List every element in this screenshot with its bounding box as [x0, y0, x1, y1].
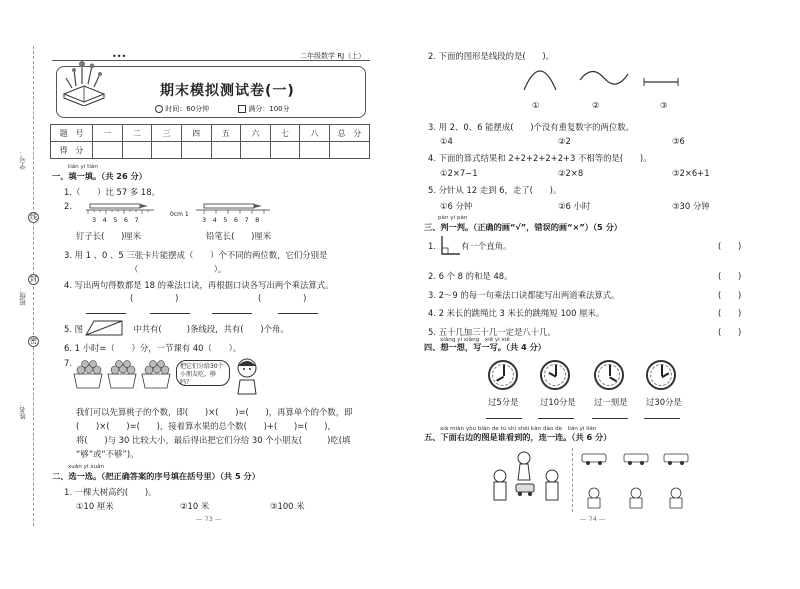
answer-line[interactable] — [592, 418, 628, 419]
judge-item-3: 3. 2～9 的每一句乘法口诀都能写出两道乘法算式。 — [428, 290, 620, 300]
q2-4: 4. 下面的算式结果和 2+2+2+2+2+3 不相等的是( )。 — [428, 153, 652, 163]
q2-2: 2. 下面的图形是线段的是( )。 — [428, 51, 555, 61]
q1-4-blank-2[interactable]: ( ) — [258, 293, 307, 303]
clock-3-icon — [594, 360, 624, 390]
right-angle-figure-icon — [440, 234, 462, 256]
exam-title: 期末模拟测试卷(一) — [160, 83, 295, 99]
q2-5-option-3[interactable]: ③30 分钟 — [672, 201, 710, 211]
section2-title: 二、选一选。（把正确答案的序号填在括号里）（共 5 分） — [52, 471, 260, 481]
children-and-car-scene-icon — [488, 448, 564, 508]
section5-pinyin: xià miàn yòu biān de tú shì shéi kàn dào de lián yi lián — [440, 426, 597, 432]
score-input[interactable] — [241, 142, 271, 159]
judge-answer-4[interactable]: ( ) — [718, 308, 742, 318]
child-views-icon — [580, 486, 690, 510]
seal-line-mark: 线 — [30, 213, 37, 221]
trapezoid-figure-icon — [84, 319, 124, 337]
score-table-header-row — [51, 125, 370, 142]
student-number-label: 学号： — [19, 150, 27, 170]
score-cell: 八 — [300, 125, 330, 142]
q1-4: 4. 写出两句得数都是 18 的乘法口诀，再根据口诀各写出两个乘法算式。 — [64, 280, 334, 290]
judge-item-1: 1. 有一个直角。 — [428, 241, 512, 251]
q2-2-option-1[interactable]: ① — [532, 100, 540, 110]
section3-pinyin: pàn yi pàn — [438, 215, 468, 221]
score-cell: 五 — [211, 125, 241, 142]
q2-5-option-1[interactable]: ①6 分钟 — [440, 201, 473, 211]
clock-4-icon — [646, 360, 676, 390]
q2-5: 5. 分针从 12 走到 6，走了( )。 — [428, 185, 562, 195]
answer-line[interactable] — [278, 313, 318, 314]
q1-7-para1: 我们可以先算桃子的个数，即( )×( )=( )，再算单个的个数，即 — [76, 407, 353, 417]
answer-line[interactable] — [86, 313, 126, 314]
q2-1-option-1[interactable]: ①10 厘米 — [76, 501, 114, 511]
q1-7-number: 7. — [64, 358, 72, 368]
score-cell: 三 — [152, 125, 182, 142]
time-text: 时间：60分钟 — [165, 105, 210, 113]
q2-3-option-1[interactable]: ①4 — [440, 136, 453, 146]
score-table-score-row — [51, 142, 370, 159]
judge-item-5: 5. 五十几加三十几一定是八十几。 — [428, 327, 556, 337]
score-label — [238, 104, 290, 114]
section4-title: 四、想一想，写一写。（共 4 分） — [424, 342, 546, 352]
score-input[interactable] — [330, 142, 370, 159]
name-label: 姓名： — [19, 400, 27, 420]
pencil-length-label: 铅笔长( )厘米 — [206, 231, 272, 241]
answer-line[interactable] — [644, 418, 680, 419]
q2-4-option-2[interactable]: ②2×8 — [558, 168, 584, 178]
score-cell: 总 分 — [330, 125, 370, 142]
seal-seal-mark: 封 — [30, 275, 37, 283]
judge-item-2: 2. 6 个 8 的和是 48。 — [428, 271, 513, 281]
clock-1-icon — [488, 360, 518, 390]
score-cell: 四 — [181, 125, 211, 142]
score-cell: 七 — [270, 125, 300, 142]
section2-pinyin: xuǎn yi xuǎn — [68, 464, 105, 470]
score-text: 满分：100分 — [248, 105, 290, 113]
answer-line[interactable] — [150, 313, 190, 314]
section5-title: 五、下面右边的图是谁看到的，连一连。（共 6 分） — [424, 432, 612, 442]
judge-item-4: 4. 2 米长的跳绳比 3 米长的跳绳短 100 厘米。 — [428, 308, 605, 318]
clock-3-label: 过一刻是 — [594, 397, 628, 407]
score-cell: 一 — [93, 125, 123, 142]
clock-2-label: 过10分是 — [540, 397, 576, 407]
q1-5: 5. 图 中共有( )条线段，共有( )个角。 — [64, 324, 289, 334]
book-illustration-icon — [58, 56, 110, 106]
clock-icon — [155, 105, 163, 113]
answer-line[interactable] — [212, 313, 252, 314]
judge-answer-5[interactable]: ( ) — [718, 327, 742, 337]
score-input[interactable] — [211, 142, 241, 159]
q1-7-para2: ( )×( )=( )，接着算水果的总个数( )+( )=( )， — [76, 421, 336, 431]
grade-label: 二年级数学 RJ（上） — [300, 52, 366, 60]
q1-7-para3: 将( )与 30 比较大小，最后得出把它们分给 30 个小朋友( )吃(填 — [76, 435, 351, 445]
divider — [572, 448, 573, 512]
q1-4-blank-1[interactable]: ( ) — [130, 293, 179, 303]
ruler2-prefix: 0cm 1 — [170, 211, 189, 218]
score-input[interactable] — [93, 142, 123, 159]
clock-1-label: 过5分是 — [488, 397, 519, 407]
section1-title: 一、填一填。（共 26 分） — [52, 171, 147, 181]
time-label — [155, 104, 209, 114]
q2-5-option-2[interactable]: ②6 小时 — [558, 201, 591, 211]
page-number-left: — 73 — — [196, 515, 222, 523]
score-icon — [238, 105, 246, 113]
child-figure-icon — [232, 356, 262, 396]
q1-3-line1: 3. 用 1 、0 、5 三张卡片能摆成（ ）个不同的两位数，它们分别是 — [64, 250, 328, 260]
judge-answer-1[interactable]: ( ) — [718, 241, 742, 251]
q1-1: 1.（ ）比 57 多 18。 — [64, 187, 160, 197]
score-input[interactable] — [181, 142, 211, 159]
judge-answer-3[interactable]: ( ) — [718, 290, 742, 300]
section1-pinyin: tián yi tián — [68, 164, 98, 170]
q2-2-option-3[interactable]: ③ — [660, 100, 668, 110]
page-number-right: — 74 — — [580, 515, 606, 523]
q2-3-option-3[interactable]: ③6 — [672, 136, 685, 146]
q2-3-option-2[interactable]: ②2 — [558, 136, 571, 146]
answer-line[interactable] — [538, 418, 574, 419]
clock-2-icon — [540, 360, 570, 390]
q2-3: 3. 用 2、0、6 能摆成( )个没有重复数字的两位数。 — [428, 122, 634, 132]
header-dots: ••• — [112, 52, 127, 61]
answer-line[interactable] — [486, 418, 522, 419]
q1-6: 6. 1 小时=（ ）分，一节课有 40（ ）。 — [64, 343, 242, 353]
nail-length-label: 钉子长( )厘米 — [76, 231, 142, 241]
score-cell: 二 — [122, 125, 152, 142]
class-label: 班级： — [19, 286, 27, 306]
score-table — [50, 124, 370, 159]
fruit-baskets-icon — [72, 358, 172, 392]
speech-bubble: 把它们分给30个小朋友吃，够吗？ — [176, 360, 230, 386]
binding-line — [33, 46, 34, 526]
score-input[interactable] — [122, 142, 152, 159]
section3-title: 三、判一判。（正确的画“√”，错误的画“×”）（5 分） — [424, 222, 622, 232]
score-cell: 得 分 — [51, 142, 93, 159]
score-cell: 题 号 — [51, 125, 93, 142]
q1-2-number: 2. — [64, 201, 72, 211]
q2-2-figures — [520, 62, 680, 94]
ruler1-ticks: 3 4 5 6 7 — [92, 216, 139, 224]
q1-3-line2: （ ）。 — [130, 264, 227, 274]
car-views-icon — [580, 450, 690, 466]
ruler2-ticks: 3 4 5 6 7 8 — [202, 216, 260, 224]
q2-4-option-3[interactable]: ③2×6+1 — [672, 168, 710, 178]
q2-1-option-2[interactable]: ②10 米 — [180, 501, 210, 511]
arc-figure-icon — [524, 71, 556, 90]
section4-pinyin: xiǎng yi xiǎng xiě yi xiě — [440, 337, 510, 343]
score-cell: 六 — [241, 125, 271, 142]
clock-4-label: 过30分是 — [646, 397, 682, 407]
wave-figure-icon — [580, 71, 628, 84]
q2-1: 1. 一棵大树高约( )。 — [64, 487, 157, 497]
score-input[interactable] — [152, 142, 182, 159]
judge-answer-2[interactable]: ( ) — [718, 271, 742, 281]
score-input[interactable] — [270, 142, 300, 159]
seal-dense-mark: 密 — [30, 337, 37, 345]
q2-2-option-2[interactable]: ② — [592, 100, 600, 110]
score-input[interactable] — [300, 142, 330, 159]
q2-4-option-1[interactable]: ①2×7−1 — [440, 168, 478, 178]
q1-7-para4: “够”或“不够”)。 — [76, 449, 139, 459]
q2-1-option-3[interactable]: ③100 米 — [270, 501, 305, 511]
